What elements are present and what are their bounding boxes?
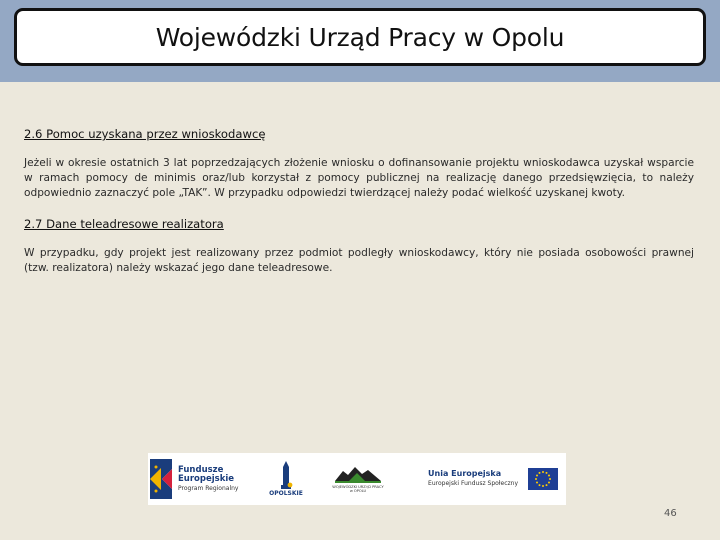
section-heading-2-7: 2.7 Dane teleadresowe realizatora (24, 217, 224, 231)
fundusze-europejskie-icon (150, 457, 174, 501)
content-area (24, 127, 694, 292)
fundusze-europejskie-logo (148, 453, 256, 505)
ue-logo (400, 453, 566, 505)
wup-label: WOJEWÓDZKI URZĄD PRACY (332, 485, 384, 489)
section-paragraph-2-7: W przypadku, gdy projekt jest realizowany przez podmiot podległy wnioskodawcy, który nie posiada osobowości prawnej (tzw. realizatora) należy wskazać jego dane teleadresowe. (24, 247, 694, 274)
logo-strip (148, 453, 566, 505)
ue-line2: Europejski Fundusz Społeczny (428, 480, 518, 487)
section-heading-2-6: 2.6 Pomoc uzyskana przez wnioskodawcę (24, 127, 266, 141)
opolskie-label: OPOLSKIE (269, 490, 303, 497)
eu-flag-icon (528, 468, 558, 490)
page-title: Wojewódzki Urząd Pracy w Opolu (155, 22, 565, 52)
opolskie-logo (256, 453, 316, 505)
fundusze-line1: Fundusze (178, 464, 224, 475)
fundusze-line2: Europejskie (178, 473, 235, 484)
fundusze-line3: Program Regionalny (178, 484, 239, 492)
wup-logo (316, 453, 400, 505)
wup-icon (335, 465, 381, 483)
page-number: 46 (664, 508, 677, 519)
ue-line1: Unia Europejska (428, 469, 502, 478)
wup-sublabel: w OPOLU (349, 489, 367, 493)
title-box (14, 8, 706, 66)
opolskie-tower-icon (278, 461, 294, 489)
section-paragraph-2-6: Jeżeli w okresie ostatnich 3 lat poprzedzających złożenie wniosku o dofinansowanie projektu wnioskodawca uzyskał wsparcie w ramach pomocy de minimis oraz/lub korzystał z pomocy publicznej na realizację danego przedsięwzięcia, to należy odpowiednio zaznaczyć pole „TAK”. W przypadku odpowiedzi twierdzącej należy podać wielkość uzyskanej kwoty. (24, 157, 694, 199)
